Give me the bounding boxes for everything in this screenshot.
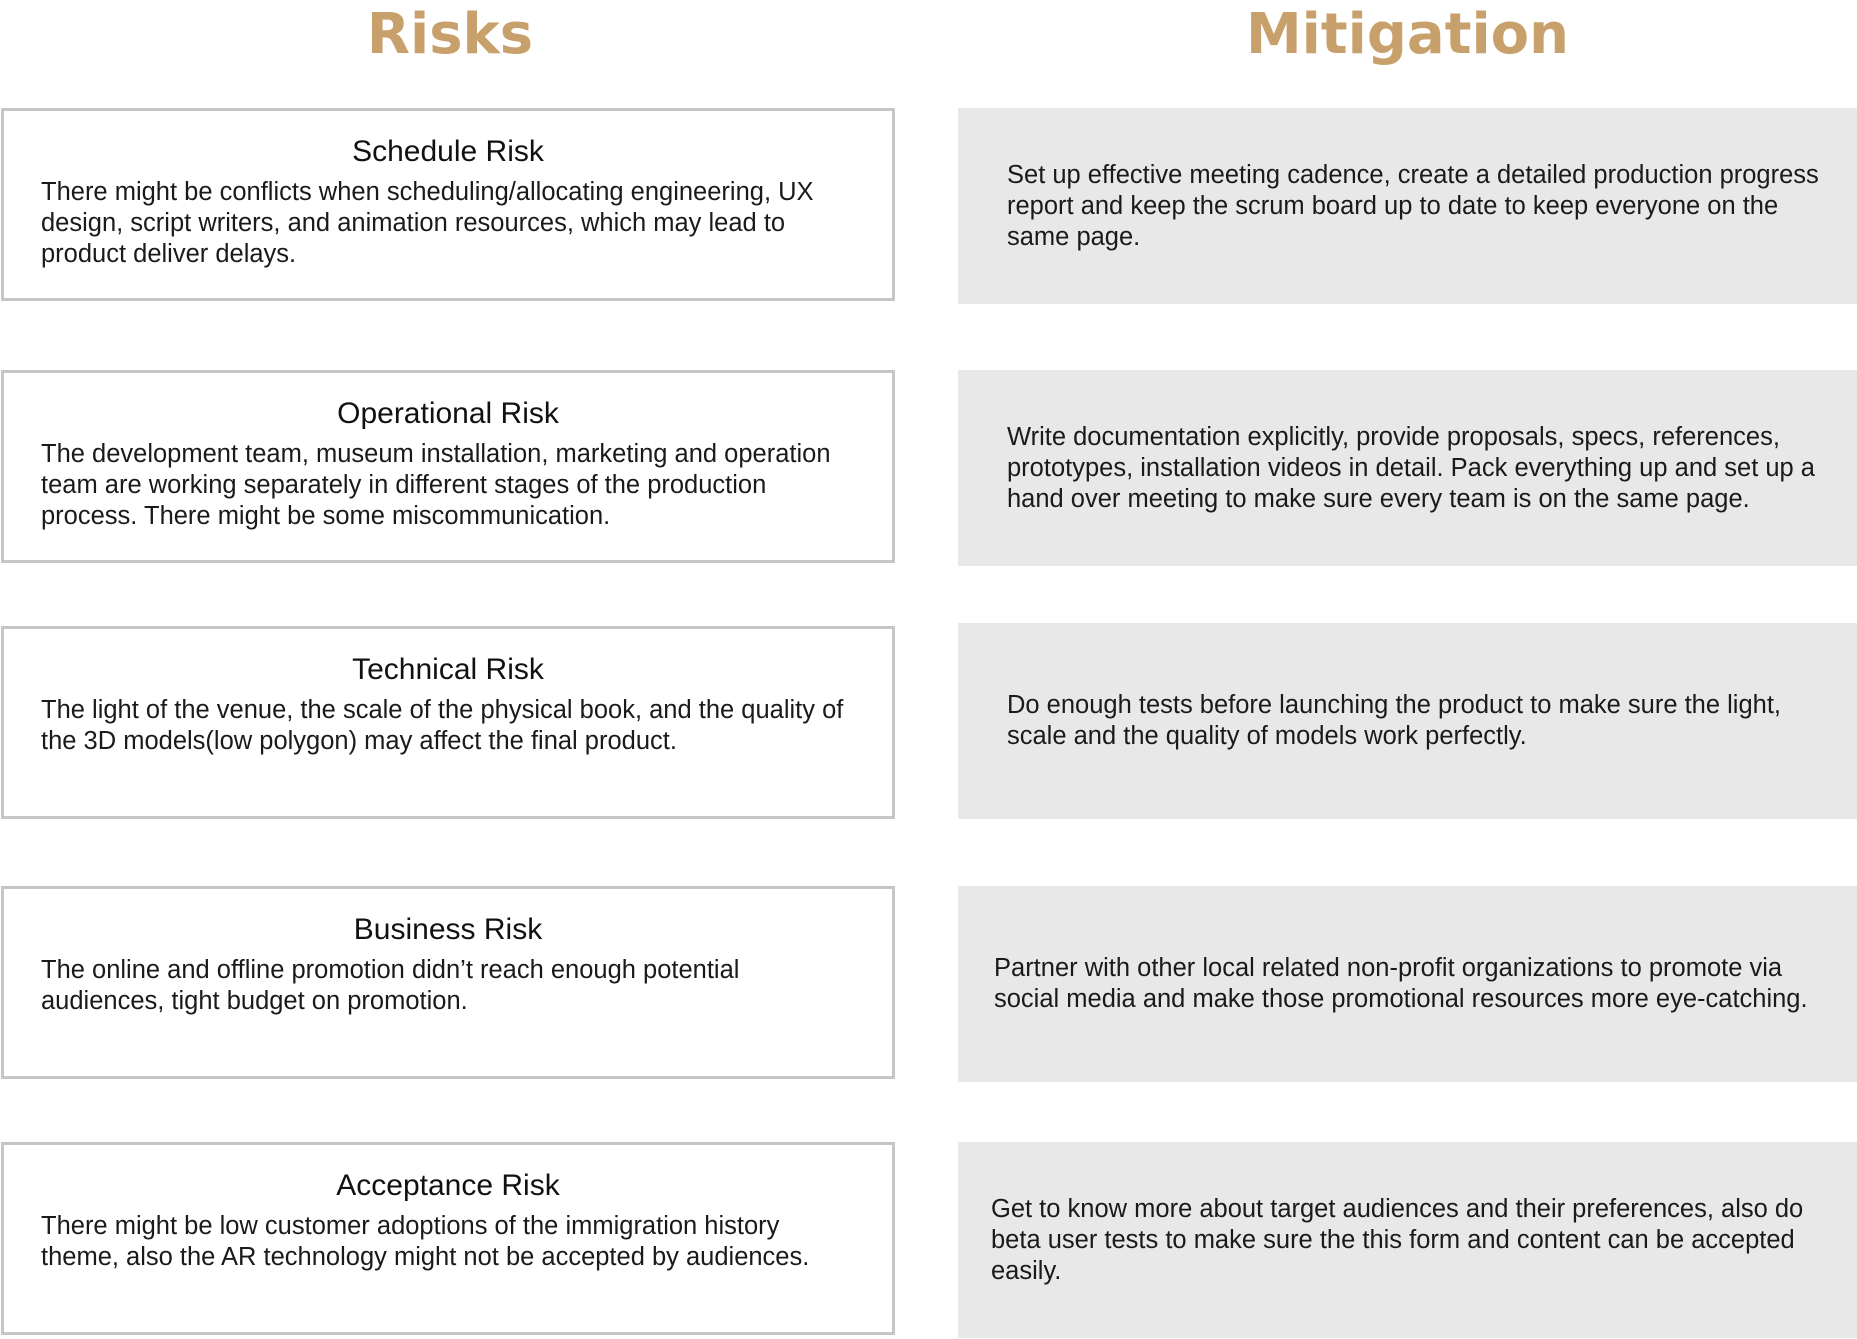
mitigation-card-business bbox=[958, 886, 1857, 1082]
risk-card-acceptance bbox=[1, 1142, 895, 1335]
risk-description: The light of the venue, the scale of the physical book, and the quality of the 3D models(low polygon) may affect the final product. bbox=[41, 696, 844, 755]
risk-title: Business Risk bbox=[353, 913, 543, 946]
mitigation-description: Partner with other local related non-profit organizations to promote via social media and make those promotional resources more eye-catching. bbox=[994, 954, 1808, 1013]
mitigation-card-acceptance bbox=[958, 1142, 1857, 1338]
risk-description: There might be low customer adoptions of the immigration history theme, also the AR technology might not be accepted by audiences. bbox=[41, 1212, 810, 1271]
risk-title: Schedule Risk bbox=[352, 135, 544, 168]
risk-card-schedule bbox=[1, 108, 895, 301]
mitigation-card-operational bbox=[958, 370, 1857, 566]
mitigation-description: Write documentation explicitly, provide proposals, specs, references, prototypes, installation videos in detail. Pack everything up and set up a hand over meeting to make sure every team is on the same page. bbox=[1007, 422, 1815, 513]
mitigation-card-schedule bbox=[958, 108, 1857, 304]
risk-title: Technical Risk bbox=[352, 653, 544, 686]
risk-card-business bbox=[1, 886, 895, 1079]
mitigation-description: Do enough tests before launching the product to make sure the light, scale and the quality of models work perfectly. bbox=[1007, 691, 1781, 750]
risks-column-title: Risks bbox=[366, 2, 534, 67]
risk-description: The development team, museum installation, marketing and operation team are working separately in different stages of the production process. There might be some miscommunication. bbox=[41, 440, 831, 530]
risk-description: The online and offline promotion didn’t reach enough potential audiences, tight budget on promotion. bbox=[41, 956, 740, 1015]
mitigation-description: Set up effective meeting cadence, create a detailed production progress report and keep the scrum board up to date to keep everyone on the same page. bbox=[1007, 160, 1819, 251]
mitigation-card-technical bbox=[958, 623, 1857, 819]
risk-card-operational bbox=[1, 370, 895, 563]
risk-title: Acceptance Risk bbox=[336, 1169, 560, 1202]
risk-card-technical bbox=[1, 626, 895, 819]
mitigation-column-title: Mitigation bbox=[1245, 2, 1570, 67]
risk-title: Operational Risk bbox=[337, 397, 559, 430]
mitigation-description: Get to know more about target audiences and their preferences, also do beta user tests to make sure the this form and content can be accepted easily. bbox=[991, 1194, 1804, 1285]
risk-description: There might be conflicts when scheduling/allocating engineering, UX design, script writers, and animation resources, which may lead to product deliver delays. bbox=[41, 178, 814, 268]
